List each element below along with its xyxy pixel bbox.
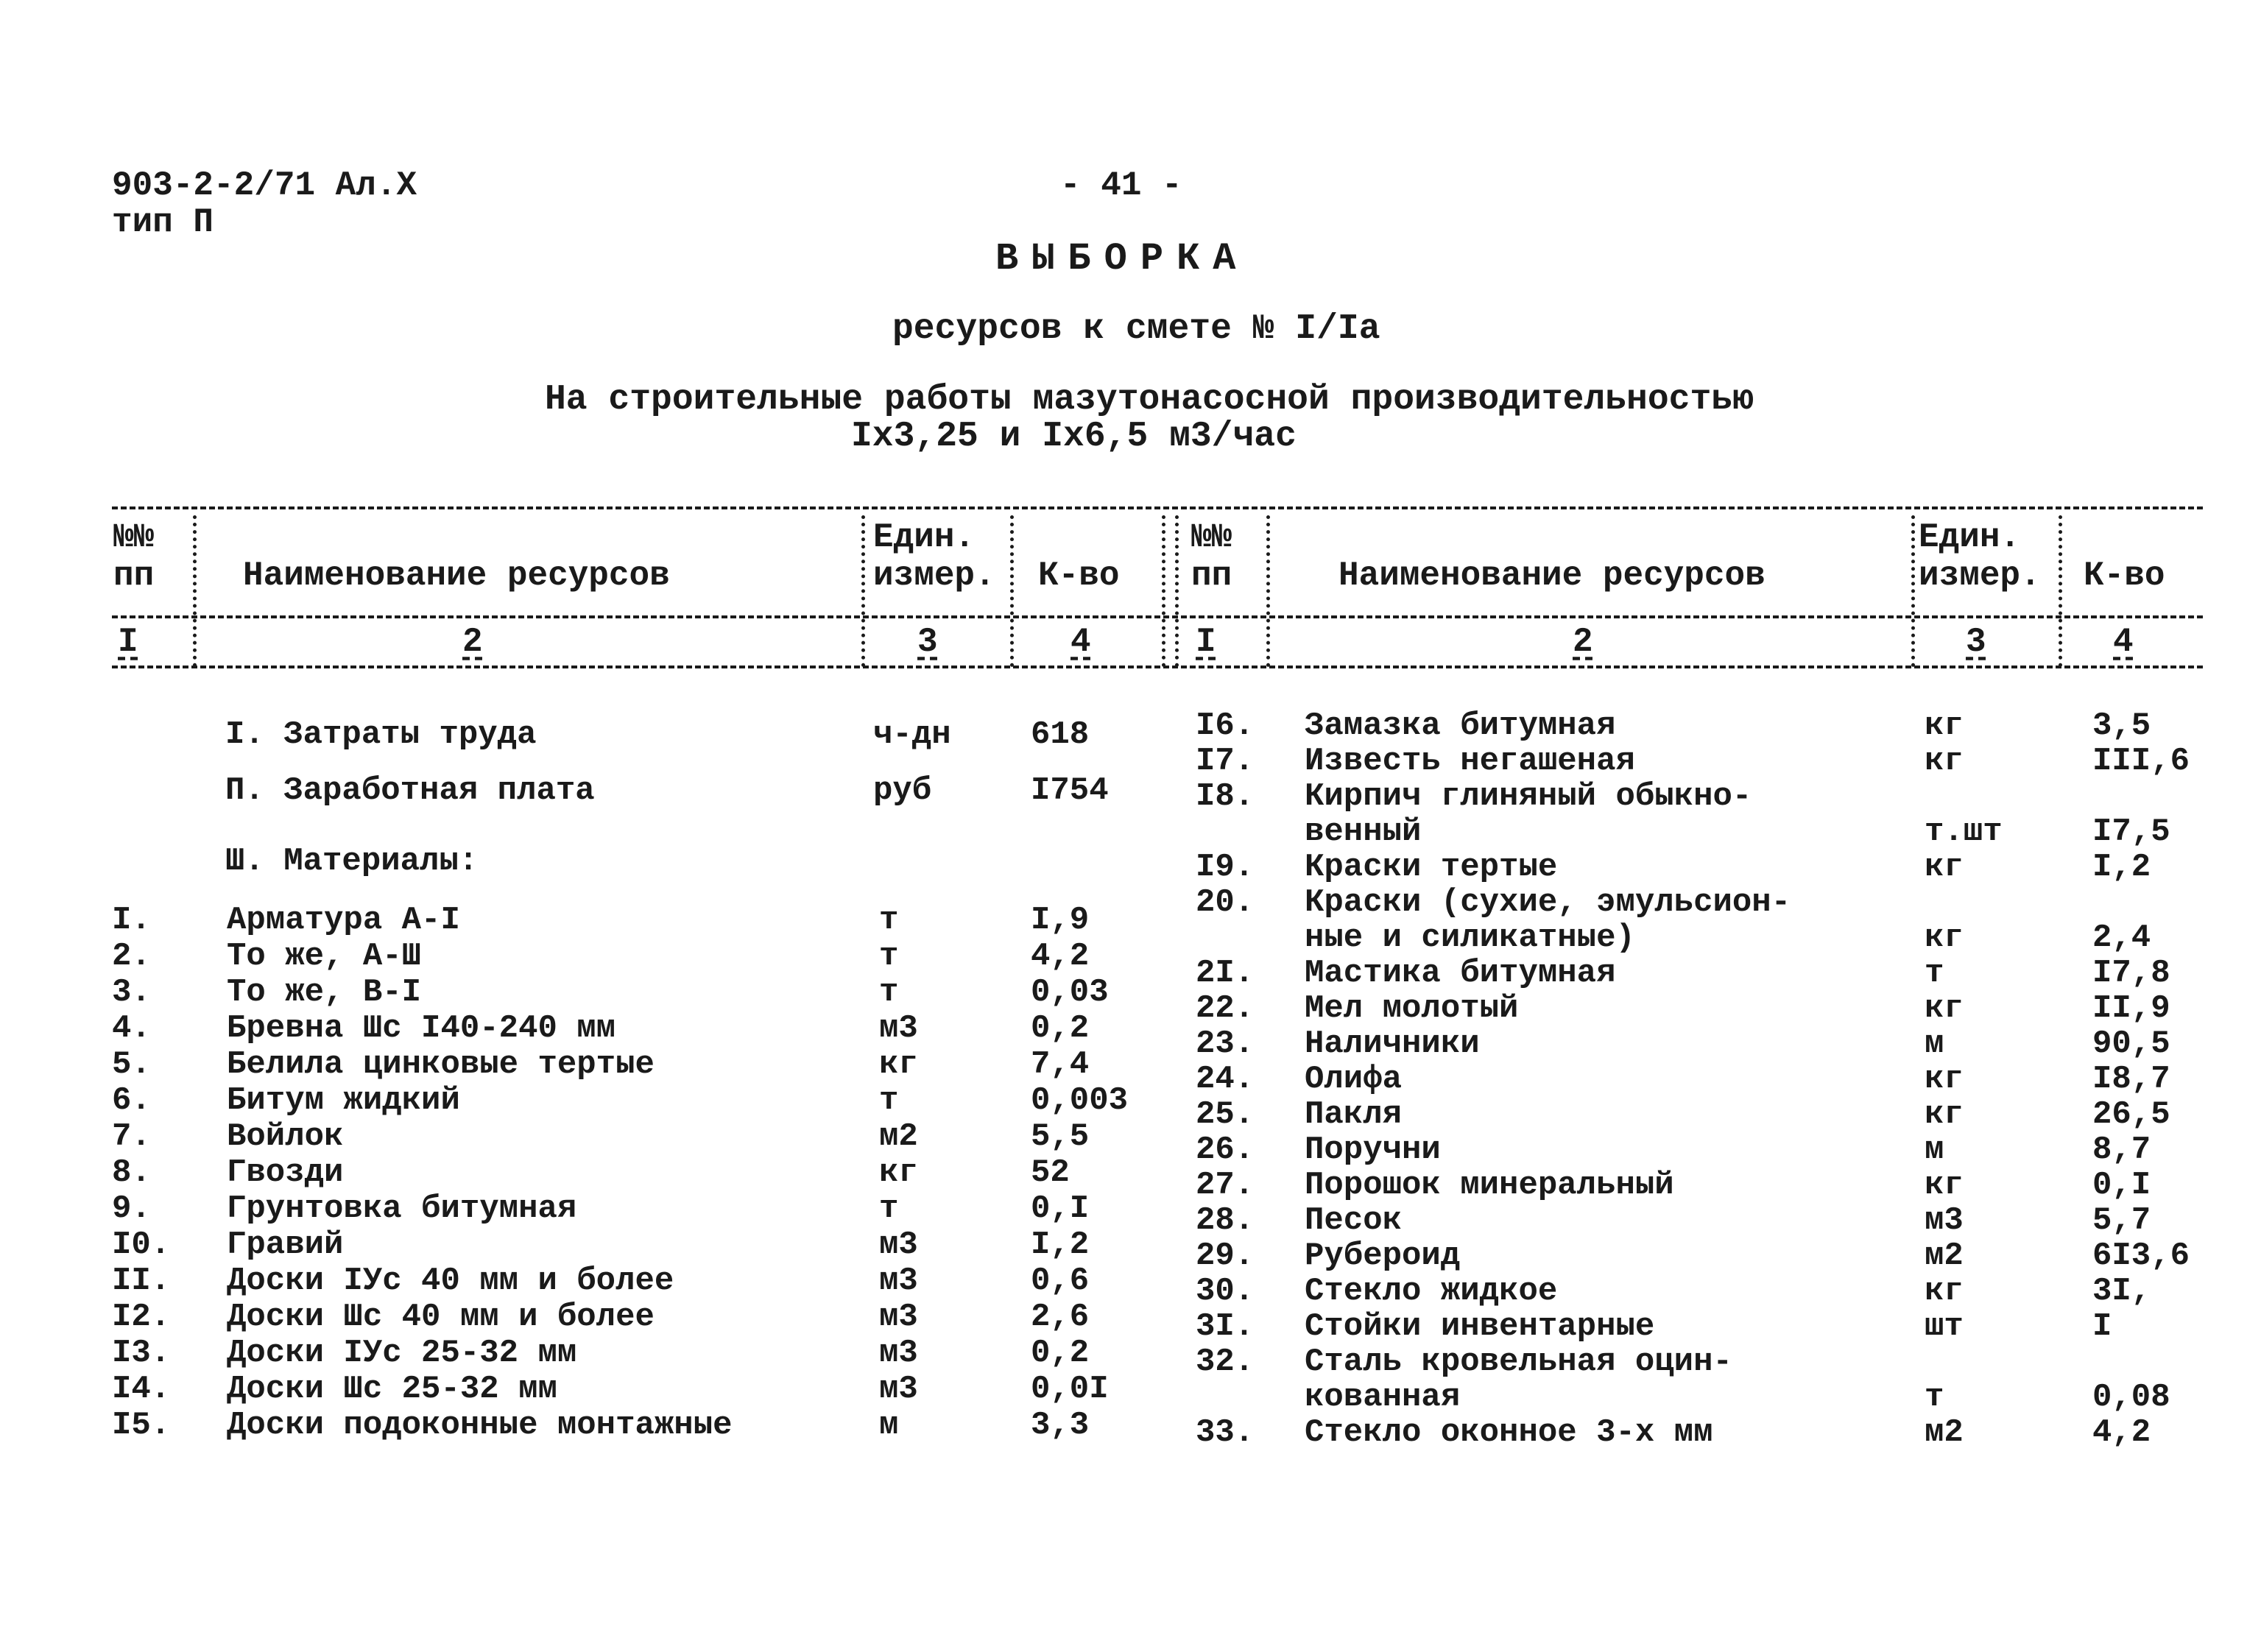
section-labor-label: I. Затраты труда: [225, 716, 537, 753]
item-quantity: II,9: [2092, 990, 2170, 1027]
header-qty-label-right: К-во: [2084, 557, 2165, 595]
section-wages-unit: руб: [873, 772, 932, 809]
item-number: 20.: [1196, 884, 1255, 921]
item-quantity: 0,03: [1031, 974, 1109, 1011]
item-quantity: 2,4: [2092, 919, 2151, 956]
header-unit-label-2-right: измер.: [1919, 557, 2041, 595]
item-name: Краски (сухие, эмульсион-: [1305, 884, 1791, 921]
header-col-1: I: [118, 623, 138, 661]
item-name: Арматура А-I: [227, 902, 460, 939]
section-wages-label: П. Заработная плата: [225, 772, 595, 809]
item-name-continued: ные и силикатные): [1305, 919, 1635, 956]
item-unit: кг: [879, 1154, 918, 1191]
description-line-1: На строительные работы мазутонасосной производительностью: [545, 380, 1754, 420]
item-number: 22.: [1196, 990, 1255, 1027]
item-unit: т.шт: [1925, 813, 2003, 850]
item-number: 6.: [112, 1082, 151, 1119]
item-number: 5.: [112, 1046, 151, 1083]
item-name: Мел молотый: [1305, 990, 1519, 1027]
item-name-continued: венный: [1305, 813, 1422, 850]
item-number: I5.: [112, 1407, 171, 1444]
item-name: Войлок: [227, 1118, 344, 1155]
column-separator: [1175, 515, 1179, 667]
item-number: I8.: [1196, 778, 1255, 815]
item-name: То же, В-I: [227, 974, 422, 1011]
header-unit-label-right: Един.: [1919, 518, 2021, 557]
item-quantity: 52: [1031, 1154, 1070, 1191]
item-name: Битум жидкий: [227, 1082, 460, 1119]
item-name: Наличники: [1305, 1026, 1480, 1062]
header-col-2-right: 2: [1573, 623, 1593, 661]
item-quantity: I,9: [1031, 902, 1090, 939]
header-num-label-2-right: пп: [1191, 557, 1232, 595]
item-number: 25.: [1196, 1096, 1255, 1133]
item-unit: т: [879, 938, 899, 975]
item-number: 33.: [1196, 1414, 1255, 1451]
item-quantity: 3I,: [2092, 1273, 2151, 1310]
item-name: Краски тертые: [1305, 849, 1558, 886]
item-number: II.: [112, 1263, 171, 1299]
item-unit: м3: [879, 1263, 918, 1299]
header-col-1-right: I: [1196, 623, 1216, 661]
header-name-label: Наименование ресурсов: [243, 557, 670, 595]
item-number: 2.: [112, 938, 151, 975]
item-quantity: 3,3: [1031, 1407, 1090, 1444]
item-unit: кг: [1925, 743, 1964, 780]
item-name: Известь негашеная: [1305, 743, 1635, 780]
item-name: Грунтовка битумная: [227, 1190, 577, 1227]
column-separator: [193, 515, 197, 667]
table-header-rule: [112, 615, 2203, 618]
item-name: Доски Шс 25-32 мм: [227, 1371, 557, 1408]
item-unit: кг: [1925, 849, 1964, 886]
item-unit: т: [879, 974, 899, 1011]
item-unit: м: [1925, 1132, 1944, 1168]
header-col-3: 3: [917, 623, 938, 661]
item-unit: м3: [1925, 1202, 1964, 1239]
item-name: Стекло жидкое: [1305, 1273, 1558, 1310]
item-name: Песок: [1305, 1202, 1403, 1239]
item-quantity: 26,5: [2092, 1096, 2170, 1133]
item-quantity: 2,6: [1031, 1299, 1090, 1335]
item-quantity: I: [2092, 1308, 2112, 1345]
item-number: 9.: [112, 1190, 151, 1227]
item-quantity: III,6: [2092, 743, 2190, 780]
header-num-label-2: пп: [113, 557, 155, 595]
header-col-4: 4: [1070, 623, 1091, 661]
item-name: Бревна Шс I40-240 мм: [227, 1010, 616, 1047]
item-unit: м2: [1925, 1414, 1964, 1451]
table-numbering-rule: [112, 666, 2203, 668]
item-name: Стойки инвентарные: [1305, 1308, 1655, 1345]
item-number: 28.: [1196, 1202, 1255, 1239]
item-unit: м3: [879, 1335, 918, 1372]
item-name: Доски подоконные монтажные: [227, 1407, 733, 1444]
item-quantity: 0,08: [2092, 1379, 2170, 1416]
item-number: 3.: [112, 974, 151, 1011]
item-unit: кг: [1925, 919, 1964, 956]
item-quantity: 0,2: [1031, 1335, 1090, 1372]
item-unit: кг: [1925, 1096, 1964, 1133]
item-quantity: 3,5: [2092, 707, 2151, 744]
item-quantity: 90,5: [2092, 1026, 2170, 1062]
item-unit: м: [1925, 1026, 1944, 1062]
header-col-3-right: 3: [1966, 623, 1986, 661]
item-unit: т: [1925, 1379, 1944, 1416]
item-number: 27.: [1196, 1167, 1255, 1204]
item-quantity: 7,4: [1031, 1046, 1090, 1083]
section-wages-qty: I754: [1031, 772, 1109, 809]
item-unit: м: [879, 1407, 899, 1444]
item-name: Доски IУс 25-32 мм: [227, 1335, 577, 1372]
item-quantity: 0,I: [2092, 1167, 2151, 1204]
column-separator: [1911, 515, 1915, 667]
page-title: ВЫБОРКА: [995, 237, 1249, 280]
item-unit: кг: [1925, 1273, 1964, 1310]
item-number: 29.: [1196, 1238, 1255, 1274]
item-name: Доски Шс 40 мм и более: [227, 1299, 655, 1335]
header-qty-label: К-во: [1038, 557, 1120, 595]
item-unit: кг: [1925, 1061, 1964, 1098]
item-number: 8.: [112, 1154, 151, 1191]
item-name: Белила цинковые тертые: [227, 1046, 655, 1083]
item-quantity: I8,7: [2092, 1061, 2170, 1098]
item-name: Гвозди: [227, 1154, 344, 1191]
item-name: Сталь кровельная оцин-: [1305, 1344, 1732, 1380]
header-col-4-right: 4: [2113, 623, 2134, 661]
item-name: Порошок минеральный: [1305, 1167, 1674, 1204]
item-quantity: 6I3,6: [2092, 1238, 2190, 1274]
item-unit: м2: [1925, 1238, 1964, 1274]
item-number: 23.: [1196, 1026, 1255, 1062]
header-col-2: 2: [462, 623, 483, 661]
item-name: Кирпич глиняный обыкно-: [1305, 778, 1752, 815]
item-number: 4.: [112, 1010, 151, 1047]
header-num-label-right: №№: [1191, 518, 1232, 557]
item-number: 7.: [112, 1118, 151, 1155]
item-quantity: 4,2: [2092, 1414, 2151, 1451]
item-name: Гравий: [227, 1226, 344, 1263]
item-quantity: 0,003: [1031, 1082, 1129, 1119]
column-separator: [861, 515, 865, 667]
item-number: I2.: [112, 1299, 171, 1335]
item-number: I4.: [112, 1371, 171, 1408]
item-number: I.: [112, 902, 151, 939]
item-number: I6.: [1196, 707, 1255, 744]
item-number: 30.: [1196, 1273, 1255, 1310]
item-quantity: 4,2: [1031, 938, 1090, 975]
item-name-continued: кованная: [1305, 1379, 1461, 1416]
section-labor-qty: 618: [1031, 716, 1090, 753]
item-number: 3I.: [1196, 1308, 1255, 1345]
item-number: 2I.: [1196, 955, 1255, 992]
item-name: Поручни: [1305, 1132, 1441, 1168]
item-unit: м3: [879, 1371, 918, 1408]
item-name: Олифа: [1305, 1061, 1403, 1098]
item-unit: т: [879, 1082, 899, 1119]
item-quantity: I7,8: [2092, 955, 2170, 992]
item-number: I0.: [112, 1226, 171, 1263]
item-number: I7.: [1196, 743, 1255, 780]
item-quantity: 0,0I: [1031, 1371, 1109, 1408]
table-top-rule: [112, 506, 2203, 509]
section-labor-unit: ч-дн: [873, 716, 951, 753]
header-unit-label: Един.: [873, 518, 976, 557]
item-number: 32.: [1196, 1344, 1255, 1380]
item-number: I9.: [1196, 849, 1255, 886]
item-unit: м3: [879, 1226, 918, 1263]
header-name-label-right: Наименование ресурсов: [1338, 557, 1766, 595]
item-name: Пакля: [1305, 1096, 1403, 1133]
item-unit: кг: [1925, 1167, 1964, 1204]
document-code: 903-2-2/71 Ал.X: [112, 166, 417, 205]
item-number: I3.: [112, 1335, 171, 1372]
item-number: 24.: [1196, 1061, 1255, 1098]
item-unit: шт: [1925, 1308, 1964, 1345]
column-separator: [1010, 515, 1014, 667]
document-type: тип П: [112, 203, 214, 241]
description-line-2: Iх3,25 и Iх6,5 м3/час: [851, 417, 1297, 456]
item-quantity: 0,6: [1031, 1263, 1090, 1299]
item-name: Рубероид: [1305, 1238, 1461, 1274]
item-quantity: I,2: [2092, 849, 2151, 886]
item-quantity: 0,I: [1031, 1190, 1090, 1227]
item-name: Доски IУс 40 мм и более: [227, 1263, 674, 1299]
item-unit: т: [879, 1190, 899, 1227]
item-name: То же, А-Ш: [227, 938, 422, 975]
item-quantity: 8,7: [2092, 1132, 2151, 1168]
column-separator: [1162, 515, 1165, 667]
item-name: Замазка битумная: [1305, 707, 1616, 744]
item-unit: кг: [879, 1046, 918, 1083]
item-unit: м3: [879, 1299, 918, 1335]
item-unit: кг: [1925, 707, 1964, 744]
item-number: 26.: [1196, 1132, 1255, 1168]
page-number: - 41 -: [1060, 166, 1182, 205]
item-name: Мастика битумная: [1305, 955, 1616, 992]
item-quantity: 5,5: [1031, 1118, 1090, 1155]
item-unit: кг: [1925, 990, 1964, 1027]
header-unit-label-2: измер.: [873, 557, 995, 595]
item-quantity: 5,7: [2092, 1202, 2151, 1239]
item-unit: м3: [879, 1010, 918, 1047]
item-unit: т: [879, 902, 899, 939]
item-unit: т: [1925, 955, 1944, 992]
item-quantity: 0,2: [1031, 1010, 1090, 1047]
section-materials-label: Ш. Материалы:: [225, 843, 479, 880]
item-quantity: I7,5: [2092, 813, 2170, 850]
column-separator: [2059, 515, 2062, 667]
column-separator: [1266, 515, 1270, 667]
item-quantity: I,2: [1031, 1226, 1090, 1263]
item-name: Стекло оконное 3-х мм: [1305, 1414, 1713, 1451]
item-unit: м2: [879, 1118, 918, 1155]
header-num-label: №№: [113, 518, 155, 557]
page-subtitle: ресурсов к смете № I/Iа: [892, 309, 1380, 349]
